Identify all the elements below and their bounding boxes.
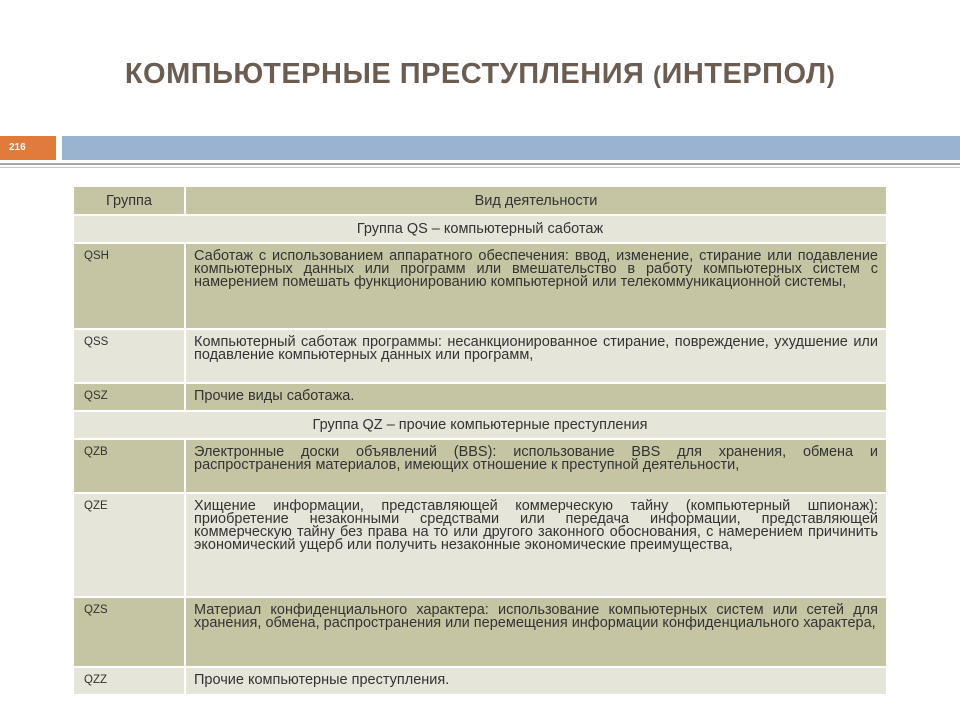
row-code: QZZ <box>73 667 185 695</box>
group-qz-label: Группа QZ – прочие компьютерные преступления <box>73 411 887 439</box>
title-paren-close: ) <box>826 62 836 89</box>
header-group: Группа <box>73 186 185 215</box>
table-row <box>73 243 887 329</box>
table-row <box>73 439 887 493</box>
row-description: Прочие компьютерные преступления. <box>185 667 887 695</box>
row-code: QSZ <box>73 383 185 411</box>
slide-title <box>0 58 960 91</box>
row-description: Хищение информации, представляющей коммерческую тайну (компьютерный шпионаж): приобретение незаконными средствами или передача информации, представляющей коммерческую тайну без права на то или другого законного обоснования, с намерением причинить экономический ущерб или получить незаконные экономические преимущества, <box>185 493 887 597</box>
title-paren-open: ( <box>652 62 662 89</box>
group-row-qs <box>73 215 887 243</box>
header-divider-thin <box>0 167 960 168</box>
row-description: Прочие виды саботажа. <box>185 383 887 411</box>
row-description: Компьютерный саботаж программы: несанкционированное стирание, повреждение, ухудшение или подавление компьютерных данных или программ, <box>185 329 887 383</box>
header-bar <box>62 136 960 160</box>
table-row <box>73 329 887 383</box>
table-header-row <box>73 186 887 215</box>
row-code: QZS <box>73 597 185 667</box>
interpol-codes-table <box>72 185 888 696</box>
row-code: QSH <box>73 243 185 329</box>
group-qs-label: Группа QS – компьютерный саботаж <box>73 215 887 243</box>
table-row <box>73 383 887 411</box>
title-main: КОМПЬЮТЕРНЫЕ ПРЕСТУПЛЕНИЯ <box>124 58 645 90</box>
row-description: Электронные доски объявлений (BBS): использование BBS для хранения, обмена и распространения материалов, имеющих отношение к преступной деятельности, <box>185 439 887 493</box>
group-row-qz <box>73 411 887 439</box>
row-code: QZE <box>73 493 185 597</box>
slide-number: 216 <box>0 136 56 160</box>
header-divider <box>0 163 960 165</box>
table-row <box>73 667 887 695</box>
table-row <box>73 597 887 667</box>
row-code: QSS <box>73 329 185 383</box>
header-activity: Вид деятельности <box>185 186 887 215</box>
row-code: QZB <box>73 439 185 493</box>
table-row <box>73 493 887 597</box>
title-org: ИНТЕРПОЛ <box>661 58 827 90</box>
row-description: Саботаж с использованием аппаратного обеспечения: ввод, изменение, стирание или подавление компьютерных данных или программ или вмешательство в работу компьютерных систем с намерением помешать функционированию компьютерной или телекоммуникационной системы, <box>185 243 887 329</box>
row-description: Материал конфиденциального характера: использование компьютерных систем или сетей для хранения, обмена, распространения или перемещения информации конфиденциального характера, <box>185 597 887 667</box>
